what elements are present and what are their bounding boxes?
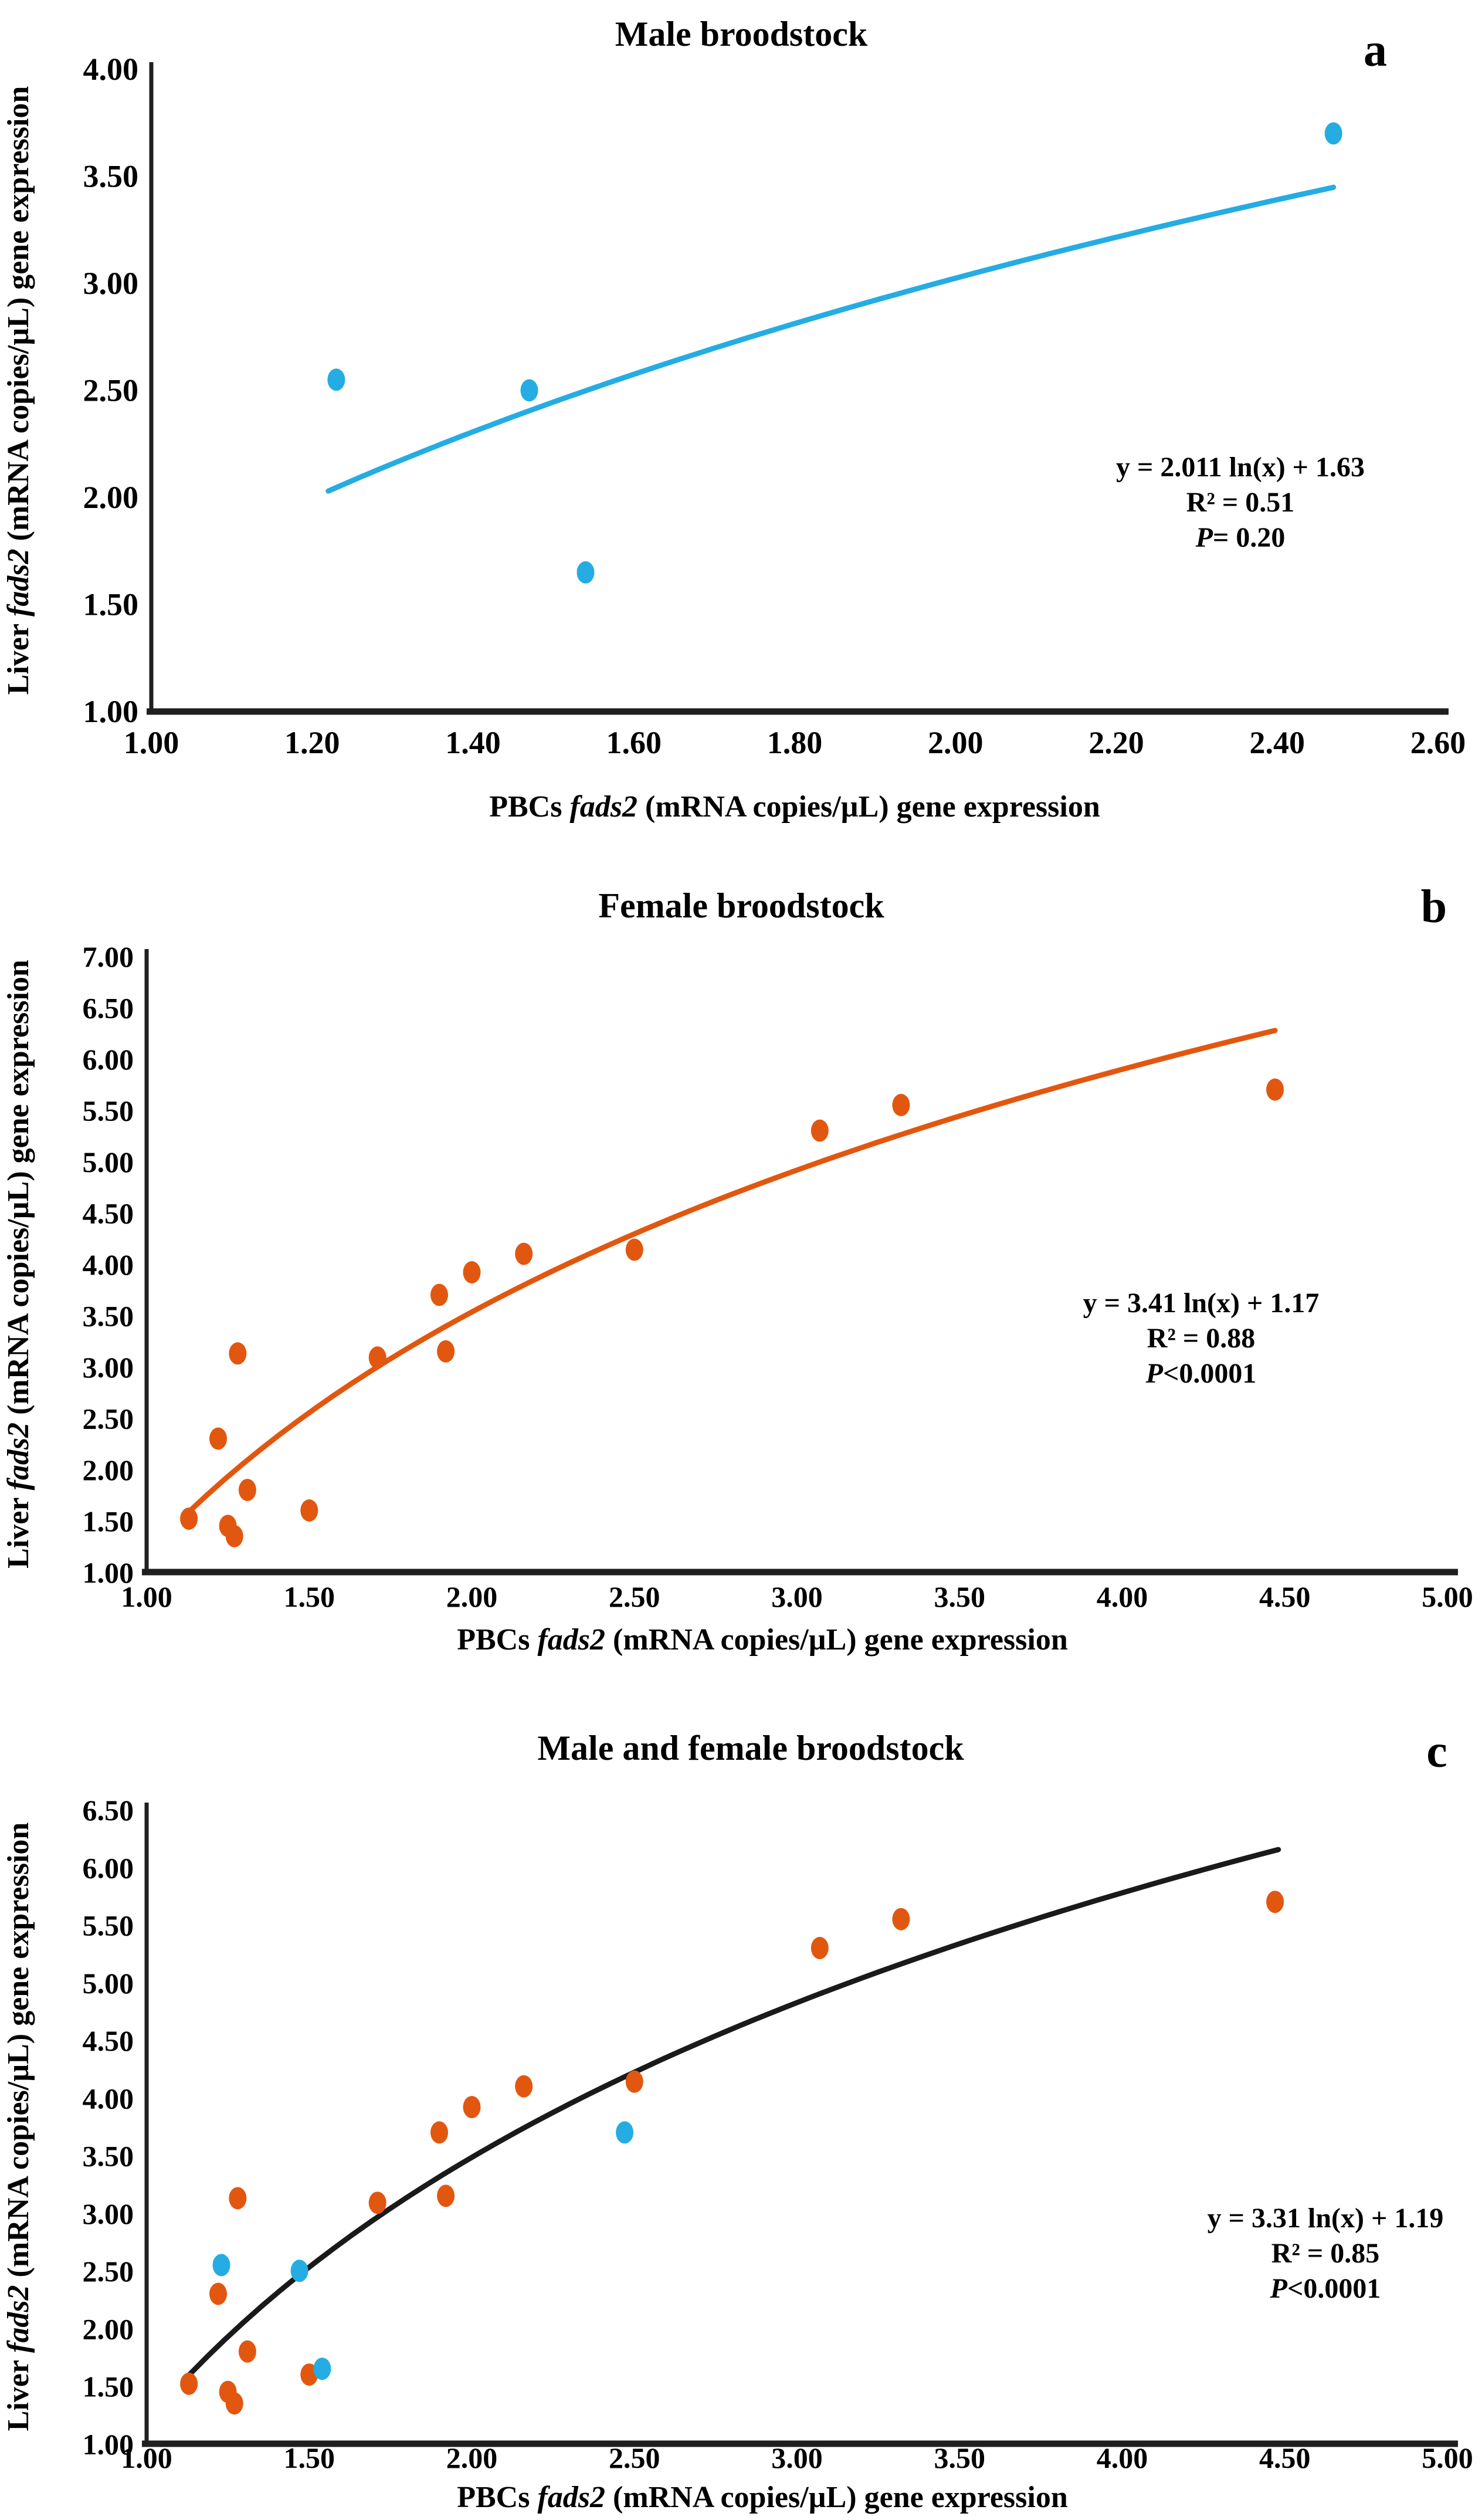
data-point-female — [209, 1428, 227, 1450]
y-tick-label: 1.50 — [83, 587, 138, 622]
panel-letter: a — [1364, 25, 1387, 76]
x-tick-label: 2.20 — [1088, 725, 1144, 760]
data-point-male — [291, 2260, 308, 2282]
data-point-female — [229, 2187, 246, 2209]
y-axis-title: Liver fads2 (mRNA copies/µL) gene expression — [2, 1822, 35, 2431]
chart-title: Male and female broodstock — [537, 1729, 964, 1767]
panel-letter: b — [1420, 881, 1447, 933]
data-point-female — [626, 2071, 643, 2093]
x-tick-label: 1.50 — [283, 1580, 335, 1613]
y-tick-label: 3.50 — [82, 2139, 134, 2173]
data-point-female — [430, 1284, 448, 1306]
data-point-female — [437, 1340, 455, 1363]
annotation-line: R² = 0.85 — [1271, 2238, 1380, 2269]
x-tick-label: 1.20 — [284, 725, 340, 760]
y-tick-label: 2.00 — [83, 480, 138, 515]
data-point-female — [180, 1508, 198, 1530]
y-tick-label: 4.50 — [82, 1197, 134, 1230]
chart-title: Male broodstock — [615, 15, 868, 53]
data-point-male — [616, 2121, 633, 2143]
data-point-female — [626, 1239, 643, 1261]
panel-letter: c — [1426, 1726, 1447, 1777]
data-point-female — [463, 1261, 481, 1283]
y-tick-label: 3.00 — [82, 2197, 134, 2230]
data-point-female — [1266, 1891, 1284, 1913]
y-tick-label: 2.00 — [82, 2312, 134, 2346]
y-tick-label: 6.00 — [82, 1043, 134, 1076]
y-tick-label: 6.00 — [82, 1851, 134, 1885]
x-tick-label: 3.00 — [771, 2441, 823, 2474]
data-point-male — [327, 368, 345, 391]
chart-panel-a — [0, 0, 1482, 840]
data-point-female — [239, 2341, 256, 2363]
y-tick-label: 2.50 — [82, 1402, 134, 1435]
data-point-female — [811, 1120, 829, 1142]
x-tick-label: 1.60 — [606, 725, 662, 760]
y-axis-title: Liver fads2 (mRNA copies/µL) gene expression — [2, 960, 35, 1569]
data-point-female — [226, 2392, 243, 2414]
x-tick-label: 2.60 — [1410, 725, 1466, 760]
data-point-male — [313, 2358, 331, 2380]
chart-title: Female broodstock — [598, 886, 884, 925]
trendline-a — [328, 187, 1334, 491]
y-tick-label: 5.00 — [82, 1966, 134, 2000]
data-point-female — [430, 2121, 448, 2143]
data-point-female — [369, 2192, 386, 2214]
annotation-line: P<0.0001 — [1270, 2273, 1381, 2304]
x-tick-label: 2.00 — [928, 725, 984, 760]
annotation-line: R² = 0.88 — [1147, 1323, 1256, 1354]
x-tick-label: 1.80 — [767, 725, 823, 760]
data-point-male — [577, 561, 595, 584]
data-point-female — [892, 1908, 910, 1930]
y-tick-label: 7.00 — [82, 940, 134, 973]
annotation-line: P= 0.20 — [1195, 522, 1286, 553]
x-tick-label: 1.00 — [121, 1580, 172, 1613]
data-point-female — [369, 1346, 386, 1369]
x-tick-label: 1.00 — [121, 2441, 172, 2474]
data-point-female — [229, 1342, 246, 1364]
x-tick-label: 1.50 — [283, 2441, 335, 2474]
x-tick-label: 4.50 — [1259, 1580, 1311, 1613]
data-point-male — [1325, 123, 1342, 145]
y-tick-label: 3.50 — [82, 1299, 134, 1333]
trendline-b — [189, 1031, 1275, 1512]
data-point-female — [239, 1479, 256, 1501]
x-tick-label: 2.40 — [1249, 725, 1305, 760]
x-tick-label: 4.00 — [1096, 2441, 1148, 2474]
y-tick-label: 4.00 — [82, 2082, 134, 2115]
y-tick-label: 4.50 — [82, 2024, 134, 2058]
y-tick-label: 5.00 — [82, 1146, 134, 1178]
y-tick-label: 2.50 — [83, 372, 138, 408]
x-tick-label: 3.50 — [934, 2441, 985, 2474]
data-point-female — [811, 1937, 829, 1959]
x-axis-title: PBCs fads2 (mRNA copies/µL) gene expression — [457, 1623, 1068, 1657]
annotation-line: P<0.0001 — [1145, 1358, 1257, 1389]
x-tick-label: 5.00 — [1422, 1580, 1473, 1613]
x-tick-label: 2.50 — [609, 2441, 660, 2474]
y-tick-label: 1.00 — [83, 694, 138, 729]
x-tick-label: 1.00 — [123, 725, 179, 760]
y-tick-label: 2.00 — [82, 1454, 134, 1486]
x-tick-label: 3.50 — [934, 1580, 985, 1613]
trendline-c — [189, 1850, 1278, 2375]
x-axis-title: PBCs fads2 (mRNA copies/µL) gene expression — [457, 2481, 1068, 2514]
y-tick-label: 3.00 — [82, 1351, 134, 1384]
x-tick-label: 2.00 — [446, 2441, 498, 2474]
y-tick-label: 1.50 — [82, 2370, 134, 2403]
data-point-female — [209, 2283, 227, 2305]
annotation-line: y = 3.31 ln(x) + 1.19 — [1207, 2203, 1444, 2234]
y-tick-label: 1.50 — [82, 1505, 134, 1538]
data-point-female — [463, 2096, 481, 2118]
x-axis-title: PBCs fads2 (mRNA copies/µL) gene expression — [489, 790, 1100, 824]
y-tick-label: 1.00 — [82, 2428, 134, 2461]
data-point-female — [1266, 1079, 1284, 1101]
data-point-female — [437, 2184, 455, 2207]
x-tick-label: 2.00 — [446, 1580, 498, 1613]
annotation-line: y = 3.41 ln(x) + 1.17 — [1083, 1288, 1320, 1319]
data-point-female — [300, 1499, 318, 1522]
y-tick-label: 5.50 — [82, 1909, 134, 1942]
y-axis-title: Liver fads2 (mRNA copies/µL) gene expression — [2, 86, 35, 695]
y-tick-label: 3.00 — [83, 266, 138, 301]
x-tick-label: 4.00 — [1096, 1580, 1148, 1613]
x-tick-label: 1.40 — [445, 725, 501, 760]
y-tick-label: 4.00 — [83, 52, 138, 87]
data-point-male — [213, 2254, 230, 2276]
x-tick-label: 2.50 — [609, 1580, 660, 1613]
chart-panel-c — [0, 1680, 1482, 2520]
y-tick-label: 2.50 — [82, 2255, 134, 2288]
y-tick-label: 6.50 — [82, 1794, 134, 1827]
y-tick-label: 4.00 — [82, 1248, 134, 1281]
data-point-female — [180, 2373, 198, 2395]
data-point-female — [226, 1525, 243, 1547]
annotation-line: R² = 0.51 — [1186, 487, 1295, 518]
data-point-female — [515, 2075, 533, 2098]
y-tick-label: 6.50 — [82, 991, 134, 1025]
y-tick-label: 3.50 — [83, 158, 138, 194]
annotation-line: y = 2.011 ln(x) + 1.63 — [1115, 452, 1365, 483]
chart-panel-b — [0, 840, 1482, 1680]
x-tick-label: 3.00 — [771, 1580, 823, 1613]
data-point-male — [521, 380, 538, 402]
y-tick-label: 1.00 — [82, 1556, 134, 1589]
x-tick-label: 5.00 — [1422, 2441, 1473, 2474]
x-tick-label: 4.50 — [1259, 2441, 1311, 2474]
y-tick-label: 5.50 — [82, 1094, 134, 1127]
data-point-female — [892, 1094, 910, 1116]
data-point-female — [515, 1243, 533, 1265]
